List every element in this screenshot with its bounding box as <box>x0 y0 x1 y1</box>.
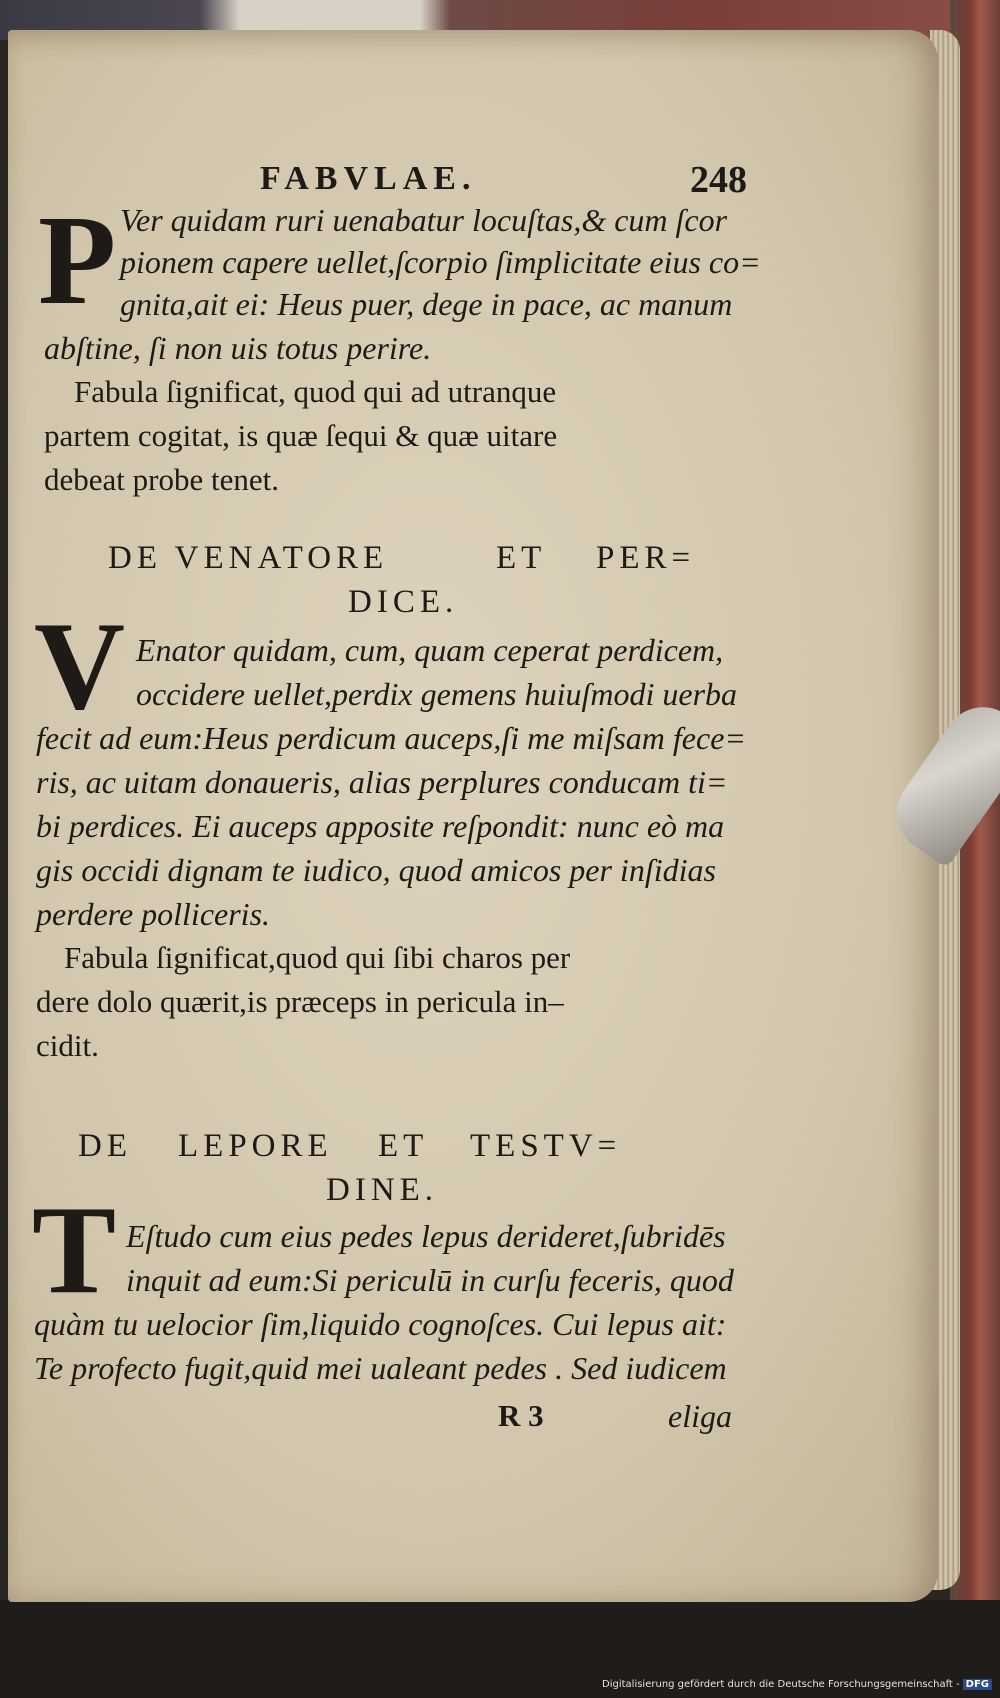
fable-title: DE VENATORE <box>108 540 389 576</box>
fable-title: DE <box>78 1128 132 1164</box>
digitization-credit <box>600 1679 992 1695</box>
fable-title: DICE. <box>348 584 459 620</box>
text-line: occidere uellet,perdix gemens huiuſmodi uerba <box>136 676 738 712</box>
text-line: quàm tu uelocior ſim,liquido cognoſces. Cui lepus ait: <box>34 1306 727 1342</box>
page-number: 248 <box>690 159 747 201</box>
text-line: bi perdices. Ei auceps apposite reſpondit: nunc eò ma <box>36 808 725 844</box>
drop-cap: V <box>34 597 125 736</box>
moral-line: dere dolo quærit,is præceps in pericula in– <box>36 984 564 1019</box>
fable-title: LEPORE <box>178 1128 333 1164</box>
fable-title: ET <box>378 1128 429 1164</box>
fable-title: ET <box>496 540 547 576</box>
signature-mark: R 3 <box>498 1398 544 1433</box>
text-line: Eſtudo cum eius pedes lepus derideret,ſubridēs <box>126 1218 726 1254</box>
text-line: gis occidi dignam te iudico, quod amicos per inſidias <box>36 852 716 888</box>
text-line: Ver quidam ruri uenabatur locuſtas,& cum ſcor <box>120 202 728 238</box>
text-line: fecit ad eum:Heus perdicum auceps,ſi me miſsam fece= <box>36 720 746 756</box>
text-line: abſtine, ſi non uis totus perire. <box>44 330 432 366</box>
fable-title: TESTV= <box>470 1128 622 1164</box>
text-line: gnita,ait ei: Heus puer, dege in pace, ac manum <box>120 286 733 322</box>
moral-line: Fabula ſignificat, quod qui ad utranque <box>74 374 557 409</box>
moral-line: debeat probe tenet. <box>44 462 279 497</box>
drop-cap: T <box>32 1181 117 1320</box>
moral-line: partem cogitat, is quæ ſequi & quæ uitare <box>44 418 558 453</box>
dfg-logo: DFG <box>963 1679 992 1690</box>
moral-line: cidit. <box>36 1028 99 1063</box>
catchword: eliga <box>668 1398 732 1434</box>
text-line: ris, ac uitam donaueris, alias perplures conducam ti= <box>36 764 728 800</box>
text-line: perdere polliceris. <box>36 896 271 932</box>
drop-cap: P <box>38 189 117 331</box>
running-head: FABVLAE. <box>260 160 477 197</box>
book-page <box>8 30 938 1602</box>
text-line: Enator quidam, cum, quam ceperat perdicem, <box>136 632 724 668</box>
text-line: pionem capere uellet,ſcorpio ſimplicitate eius co= <box>120 244 761 280</box>
moral-line: Fabula ſignificat,quod qui ſibi charos per <box>64 940 571 975</box>
fable-title: DINE. <box>326 1172 439 1208</box>
text-line: inquit ad eum:Si periculū in curſu feceris, quod <box>126 1262 734 1298</box>
credit-text: Digitalisierung gefördert durch die Deutsche Forschungsgemeinschaft - <box>602 1679 960 1690</box>
fable-title: PER= <box>596 540 696 576</box>
text-line: Te profecto fugit,quid mei ualeant pedes . Sed iudicem <box>34 1350 727 1386</box>
